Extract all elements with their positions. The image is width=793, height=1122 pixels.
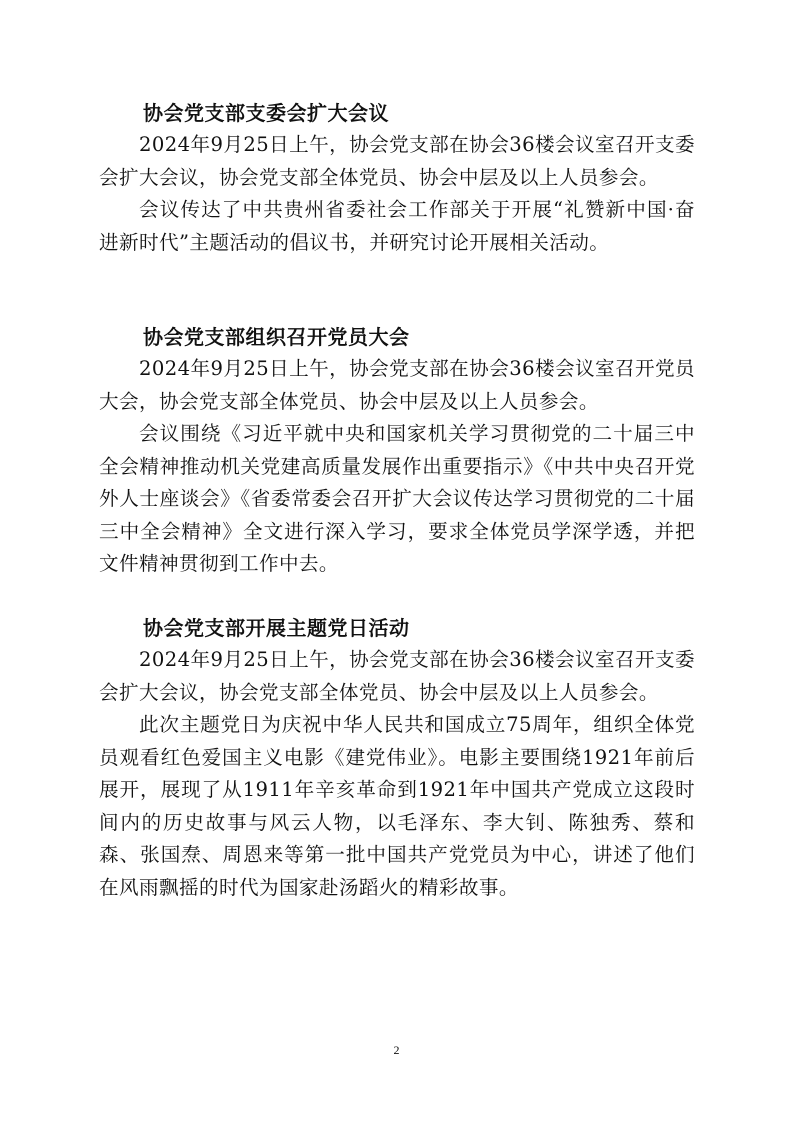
paragraph: 会议围绕《习近平就中央和国家机关学习贯彻党的二十届三中全会精神推动机关党建高质量发展作出重要指示》《中共中央召开党外人士座谈会》《省委常委会召开扩大会议传达学习贯彻党的二十届三中全会精神》全文进行深入学习，要求全体党员学深学透，并把文件精神贯彻到工作中去。 [99,422,695,575]
section-expanded-committee-meeting [99,97,695,259]
section-party-day-activity [99,612,695,904]
paragraph: 2024年9月25日上午，协会党支部在协会36楼会议室召开党员大会，协会党支部全体党员、协会中层及以上人员参会。 [99,357,695,413]
paragraph: 此次主题党日为庆祝中华人民共和国成立75周年，组织全体党员观看红色爱国主义电影《建党伟业》。电影主要围绕1921年前后展开，展现了从1911年辛亥革命到1921年中国共产党成立这段时间内的历史故事与风云人物，以毛泽东、李大钊、陈独秀、蔡和森、张国焘、周恩来等第一批中国共产党党员为中心，讲述了他们在风雨飘摇的时代为国家赴汤蹈火的精彩故事。 [99,713,695,899]
paragraph: 2024年9月25日上午，协会党支部在协会36楼会议室召开支委会扩大会议，协会党支部全体党员、协会中层及以上人员参会。 [99,648,695,704]
page-number: 2 [393,1043,400,1057]
paragraph: 2024年9月25日上午，协会党支部在协会36楼会议室召开支委会扩大会议，协会党支部全体党员、协会中层及以上人员参会。 [99,133,695,189]
paragraph: 会议传达了中共贵州省委社会工作部关于开展“礼赞新中国·奋进新时代”主题活动的倡议书，并研究讨论开展相关活动。 [99,198,695,254]
section-title: 协会党支部组织召开党员大会 [143,325,410,349]
section-party-member-meeting [99,321,695,581]
section-title: 协会党支部开展主题党日活动 [143,616,410,640]
section-title: 协会党支部支委会扩大会议 [143,101,389,125]
